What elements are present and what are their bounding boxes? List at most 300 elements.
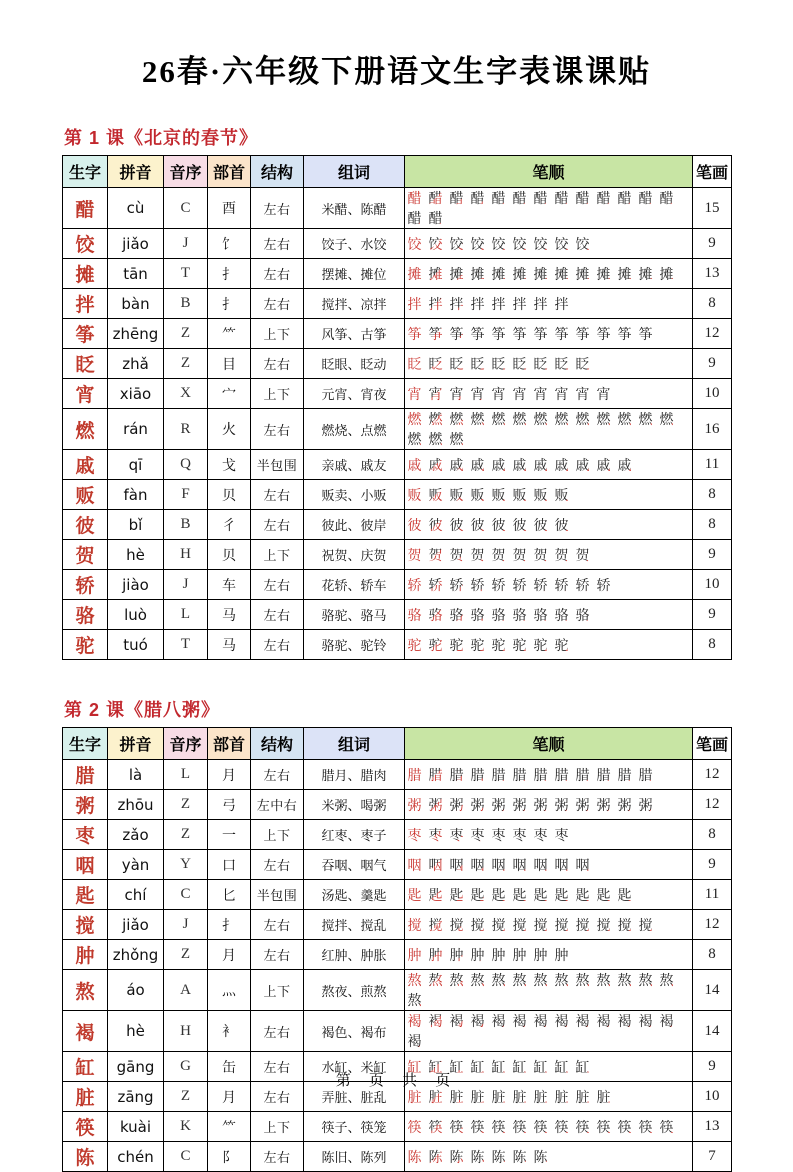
stroke-step-glyph: 匙 (428, 886, 443, 903)
stroke-step-glyph: 腊 (512, 766, 527, 783)
words-cell: 风筝、古筝 (304, 319, 405, 349)
structure-cell: 左右 (251, 850, 304, 880)
structure-cell: 上下 (251, 1112, 304, 1142)
stroke-step-glyph: 贩 (470, 486, 485, 503)
stroke-step-glyph: 肿 (491, 946, 506, 963)
radical-cell: 灬 (208, 970, 251, 1011)
pinyin-cell: xiāo (108, 379, 164, 409)
pinyin-cell: cù (108, 188, 164, 229)
stroke-step-glyph: 驼 (533, 636, 548, 653)
words-cell: 祝贺、庆贺 (304, 540, 405, 570)
stroke-step-glyph: 贺 (470, 546, 485, 563)
stroke-step-glyph: 匙 (596, 886, 611, 903)
column-header-3: 音序 (164, 728, 208, 760)
structure-cell: 左右 (251, 1142, 304, 1172)
stroke-step-glyph: 燃 (575, 411, 590, 427)
stroke-step-glyph: 枣 (407, 826, 422, 843)
stroke-step-glyph: 戚 (407, 456, 422, 473)
stroke-order-cell (405, 319, 693, 349)
stroke-step-glyph: 戚 (491, 456, 506, 473)
stroke-step-glyph: 摊 (659, 265, 674, 282)
radical-cell: 贝 (208, 540, 251, 570)
stroke-step-glyph: 饺 (470, 235, 485, 252)
radical-cell: 火 (208, 409, 251, 450)
words-cell: 饺子、水饺 (304, 229, 405, 259)
stroke-step-glyph: 腊 (575, 766, 590, 783)
stroke-step-glyph: 彼 (491, 516, 506, 533)
stroke-count-cell: 11 (693, 880, 732, 910)
vocab-row (63, 820, 732, 850)
words-cell: 燃烧、点燃 (304, 409, 405, 450)
stroke-step-glyph: 肿 (428, 946, 443, 963)
stroke-step-glyph: 彼 (533, 516, 548, 533)
stroke-step-glyph: 醋 (596, 190, 611, 206)
structure-cell: 半包围 (251, 450, 304, 480)
stroke-step-glyph: 贺 (491, 546, 506, 563)
stroke-step-glyph: 匙 (470, 886, 485, 903)
initial-cell: J (164, 229, 208, 259)
structure-cell: 左右 (251, 1011, 304, 1052)
structure-cell: 左右 (251, 349, 304, 379)
char-cell: 匙 (63, 880, 108, 910)
structure-cell: 左右 (251, 289, 304, 319)
lesson-section (62, 124, 731, 660)
pinyin-cell: rán (108, 409, 164, 450)
initial-cell: T (164, 259, 208, 289)
stroke-step-glyph: 脏 (554, 1088, 569, 1105)
stroke-step-glyph: 搅 (407, 916, 422, 933)
stroke-step-glyph: 贩 (449, 486, 464, 503)
initial-cell: K (164, 1112, 208, 1142)
words-cell: 吞咽、咽气 (304, 850, 405, 880)
vocab-row (63, 349, 732, 379)
stroke-step-glyph: 戚 (449, 456, 464, 473)
stroke-step-glyph: 摊 (638, 265, 653, 282)
pinyin-cell: jiǎo (108, 229, 164, 259)
stroke-step-glyph: 粥 (428, 796, 443, 813)
stroke-step-glyph: 摊 (575, 265, 590, 282)
stroke-step-glyph: 燃 (428, 431, 443, 447)
stroke-step-glyph: 脏 (533, 1088, 548, 1105)
stroke-step-glyph: 戚 (533, 456, 548, 473)
pinyin-cell: tān (108, 259, 164, 289)
stroke-step-glyph: 燃 (596, 411, 611, 427)
stroke-order-sequence (407, 295, 690, 313)
lesson-section (62, 696, 731, 1172)
stroke-order-cell (405, 760, 693, 790)
stroke-step-glyph: 陈 (407, 1148, 422, 1165)
stroke-step-glyph: 戚 (575, 456, 590, 473)
stroke-order-cell (405, 540, 693, 570)
stroke-step-glyph: 骆 (575, 606, 590, 623)
vocab-table (62, 155, 732, 660)
char-cell: 贩 (63, 480, 108, 510)
stroke-step-glyph: 筷 (596, 1118, 611, 1135)
stroke-step-glyph: 燃 (407, 431, 422, 447)
structure-cell: 上下 (251, 379, 304, 409)
column-header-1: 生字 (63, 728, 108, 760)
stroke-step-glyph: 燃 (491, 411, 506, 427)
radical-cell: 弓 (208, 790, 251, 820)
stroke-order-cell (405, 970, 693, 1011)
stroke-step-glyph: 筝 (407, 325, 422, 342)
stroke-step-glyph: 粥 (491, 796, 506, 813)
stroke-step-glyph: 骆 (554, 606, 569, 623)
stroke-step-glyph: 眨 (512, 355, 527, 372)
stroke-step-glyph: 腊 (638, 766, 653, 783)
column-header-6: 组词 (304, 156, 405, 188)
words-cell: 彼此、彼岸 (304, 510, 405, 540)
stroke-step-glyph: 腊 (470, 766, 485, 783)
stroke-step-glyph: 筝 (638, 325, 653, 342)
stroke-order-cell (405, 1112, 693, 1142)
stroke-step-glyph: 枣 (554, 826, 569, 843)
initial-cell: C (164, 188, 208, 229)
stroke-step-glyph: 宵 (470, 385, 485, 402)
stroke-step-glyph: 搅 (491, 916, 506, 933)
vocab-row (63, 409, 732, 450)
stroke-step-glyph: 脏 (428, 1088, 443, 1105)
vocab-row (63, 319, 732, 349)
stroke-step-glyph: 脏 (512, 1088, 527, 1105)
stroke-step-glyph: 宵 (596, 385, 611, 402)
initial-cell: C (164, 880, 208, 910)
stroke-count-cell: 8 (693, 820, 732, 850)
structure-cell: 左右 (251, 570, 304, 600)
stroke-step-glyph: 摊 (596, 265, 611, 282)
structure-cell: 左右 (251, 940, 304, 970)
stroke-step-glyph: 驼 (470, 636, 485, 653)
stroke-count-cell: 12 (693, 760, 732, 790)
stroke-step-glyph: 燃 (638, 411, 653, 427)
stroke-count-cell: 8 (693, 630, 732, 660)
lessons-container (0, 124, 793, 1172)
stroke-step-glyph: 缸 (512, 1058, 527, 1075)
stroke-order-cell (405, 600, 693, 630)
stroke-step-glyph: 轿 (470, 576, 485, 593)
radical-cell: 衤 (208, 1011, 251, 1052)
structure-cell: 上下 (251, 970, 304, 1011)
stroke-order-sequence (407, 796, 690, 814)
stroke-step-glyph: 饺 (449, 235, 464, 252)
stroke-step-glyph: 粥 (596, 796, 611, 813)
stroke-step-glyph: 粥 (533, 796, 548, 813)
words-cell: 红肿、肿胀 (304, 940, 405, 970)
stroke-step-glyph: 脏 (575, 1088, 590, 1105)
radical-cell: 彳 (208, 510, 251, 540)
stroke-step-glyph: 粥 (470, 796, 485, 813)
stroke-step-glyph: 贺 (428, 546, 443, 563)
stroke-order-sequence (407, 189, 690, 227)
stroke-order-cell (405, 790, 693, 820)
stroke-order-sequence (407, 1012, 690, 1050)
stroke-step-glyph: 陈 (428, 1148, 443, 1165)
stroke-count-cell: 14 (693, 970, 732, 1011)
initial-cell: Q (164, 450, 208, 480)
radical-cell: 扌 (208, 289, 251, 319)
vocab-row (63, 970, 732, 1011)
stroke-step-glyph: 燃 (449, 431, 464, 447)
stroke-step-glyph: 摊 (449, 265, 464, 282)
stroke-step-glyph: 摊 (407, 265, 422, 282)
initial-cell: H (164, 540, 208, 570)
initial-cell: J (164, 570, 208, 600)
words-cell: 腊月、腊肉 (304, 760, 405, 790)
stroke-step-glyph: 宵 (554, 385, 569, 402)
stroke-step-glyph: 摊 (470, 265, 485, 282)
pinyin-cell: hè (108, 1011, 164, 1052)
stroke-step-glyph: 戚 (617, 456, 632, 473)
stroke-step-glyph: 醋 (449, 190, 464, 206)
stroke-step-glyph: 戚 (428, 456, 443, 473)
stroke-step-glyph: 搅 (617, 916, 632, 933)
words-cell: 筷子、筷笼 (304, 1112, 405, 1142)
stroke-step-glyph: 肿 (449, 946, 464, 963)
stroke-order-cell (405, 1011, 693, 1052)
stroke-step-glyph: 腊 (407, 766, 422, 783)
stroke-step-glyph: 褐 (596, 1013, 611, 1029)
stroke-step-glyph: 筷 (638, 1118, 653, 1135)
stroke-step-glyph: 醋 (638, 190, 653, 206)
stroke-count-cell: 13 (693, 1112, 732, 1142)
words-cell: 摆摊、摊位 (304, 259, 405, 289)
words-cell: 米醋、陈醋 (304, 188, 405, 229)
stroke-order-sequence (407, 856, 690, 874)
stroke-step-glyph: 搅 (533, 916, 548, 933)
stroke-step-glyph: 粥 (638, 796, 653, 813)
stroke-order-cell (405, 820, 693, 850)
stroke-order-sequence (407, 486, 690, 504)
vocab-row (63, 540, 732, 570)
stroke-step-glyph: 眨 (491, 355, 506, 372)
char-cell: 肿 (63, 940, 108, 970)
stroke-step-glyph: 粥 (575, 796, 590, 813)
stroke-order-sequence (407, 456, 690, 474)
structure-cell: 左右 (251, 409, 304, 450)
initial-cell: H (164, 1011, 208, 1052)
stroke-order-sequence (407, 636, 690, 654)
radical-cell: 缶 (208, 1052, 251, 1082)
radical-cell: 匕 (208, 880, 251, 910)
stroke-step-glyph: 驼 (512, 636, 527, 653)
words-cell: 搅拌、搅乱 (304, 910, 405, 940)
initial-cell: Z (164, 319, 208, 349)
stroke-step-glyph: 彼 (512, 516, 527, 533)
stroke-step-glyph: 筷 (554, 1118, 569, 1135)
stroke-step-glyph: 醋 (428, 190, 443, 206)
radical-cell: 酉 (208, 188, 251, 229)
stroke-step-glyph: 搅 (575, 916, 590, 933)
pinyin-cell: luò (108, 600, 164, 630)
stroke-step-glyph: 缸 (533, 1058, 548, 1075)
stroke-order-sequence (407, 235, 690, 253)
stroke-step-glyph: 腊 (533, 766, 548, 783)
stroke-step-glyph: 搅 (554, 916, 569, 933)
stroke-step-glyph: 眨 (470, 355, 485, 372)
initial-cell: J (164, 910, 208, 940)
stroke-step-glyph: 缸 (575, 1058, 590, 1075)
stroke-count-cell: 14 (693, 1011, 732, 1052)
pinyin-cell: yàn (108, 850, 164, 880)
vocab-row (63, 940, 732, 970)
stroke-step-glyph: 驼 (554, 636, 569, 653)
pinyin-cell: bǐ (108, 510, 164, 540)
stroke-count-cell: 16 (693, 409, 732, 450)
stroke-step-glyph: 筷 (491, 1118, 506, 1135)
stroke-step-glyph: 褐 (491, 1013, 506, 1029)
stroke-order-cell (405, 379, 693, 409)
stroke-order-sequence (407, 971, 690, 1009)
stroke-step-glyph: 贩 (554, 486, 569, 503)
structure-cell: 半包围 (251, 880, 304, 910)
stroke-step-glyph: 贺 (512, 546, 527, 563)
column-header-7: 笔顺 (405, 728, 693, 760)
stroke-step-glyph: 搅 (449, 916, 464, 933)
stroke-order-cell (405, 289, 693, 319)
stroke-step-glyph: 腊 (596, 766, 611, 783)
stroke-order-sequence (407, 886, 690, 904)
lesson-heading: 第 1 课《北京的春节》 (64, 128, 259, 148)
initial-cell: Z (164, 349, 208, 379)
stroke-step-glyph: 骆 (428, 606, 443, 623)
stroke-step-glyph: 腊 (491, 766, 506, 783)
words-cell: 褐色、褐布 (304, 1011, 405, 1052)
stroke-order-cell (405, 880, 693, 910)
pinyin-cell: zhǎ (108, 349, 164, 379)
stroke-step-glyph: 拌 (470, 295, 485, 312)
stroke-step-glyph: 褐 (638, 1013, 653, 1029)
stroke-step-glyph: 咽 (449, 856, 464, 873)
stroke-step-glyph: 枣 (491, 826, 506, 843)
stroke-step-glyph: 匙 (491, 886, 506, 903)
structure-cell: 左右 (251, 188, 304, 229)
pinyin-cell: jiào (108, 570, 164, 600)
words-cell: 米粥、喝粥 (304, 790, 405, 820)
pinyin-cell: áo (108, 970, 164, 1011)
stroke-step-glyph: 筷 (659, 1118, 674, 1135)
stroke-step-glyph: 宵 (491, 385, 506, 402)
stroke-order-sequence (407, 576, 690, 594)
stroke-step-glyph: 骆 (470, 606, 485, 623)
stroke-step-glyph: 褐 (407, 1013, 422, 1029)
structure-cell: 左右 (251, 510, 304, 540)
char-cell: 驼 (63, 630, 108, 660)
stroke-order-sequence (407, 826, 690, 844)
stroke-step-glyph: 筷 (449, 1118, 464, 1135)
stroke-step-glyph: 眨 (575, 355, 590, 372)
char-cell: 戚 (63, 450, 108, 480)
initial-cell: Z (164, 820, 208, 850)
stroke-step-glyph: 褐 (449, 1013, 464, 1029)
words-cell: 亲戚、戚友 (304, 450, 405, 480)
stroke-step-glyph: 熬 (407, 992, 422, 1008)
stroke-step-glyph: 醋 (575, 190, 590, 206)
stroke-step-glyph: 饺 (428, 235, 443, 252)
radical-cell: ⺮ (208, 1112, 251, 1142)
stroke-step-glyph: 轿 (407, 576, 422, 593)
column-header-2: 拼音 (108, 728, 164, 760)
column-header-6: 组词 (304, 728, 405, 760)
header-row (63, 156, 732, 188)
stroke-step-glyph: 匙 (533, 886, 548, 903)
radical-cell: 扌 (208, 259, 251, 289)
radical-cell: 口 (208, 850, 251, 880)
vocab-table (62, 727, 732, 1172)
char-cell: 筷 (63, 1112, 108, 1142)
stroke-step-glyph: 腊 (617, 766, 632, 783)
char-cell: 拌 (63, 289, 108, 319)
stroke-step-glyph: 筝 (575, 325, 590, 342)
stroke-step-glyph: 褐 (407, 1033, 422, 1049)
pinyin-cell: là (108, 760, 164, 790)
vocab-row (63, 600, 732, 630)
initial-cell: L (164, 760, 208, 790)
stroke-step-glyph: 贺 (449, 546, 464, 563)
vocab-row (63, 570, 732, 600)
stroke-step-glyph: 摊 (554, 265, 569, 282)
stroke-order-cell (405, 229, 693, 259)
stroke-step-glyph: 熬 (554, 972, 569, 988)
stroke-step-glyph: 筷 (575, 1118, 590, 1135)
vocab-row (63, 880, 732, 910)
structure-cell: 左右 (251, 910, 304, 940)
words-cell: 红枣、枣子 (304, 820, 405, 850)
stroke-step-glyph: 醋 (617, 190, 632, 206)
stroke-step-glyph: 筝 (533, 325, 548, 342)
stroke-step-glyph: 匙 (407, 886, 422, 903)
stroke-step-glyph: 咽 (428, 856, 443, 873)
stroke-count-cell: 12 (693, 790, 732, 820)
stroke-step-glyph: 宵 (407, 385, 422, 402)
stroke-order-cell (405, 630, 693, 660)
stroke-step-glyph: 咽 (470, 856, 485, 873)
stroke-step-glyph: 饺 (554, 235, 569, 252)
stroke-step-glyph: 拌 (449, 295, 464, 312)
char-cell: 骆 (63, 600, 108, 630)
stroke-step-glyph: 脏 (449, 1088, 464, 1105)
stroke-step-glyph: 搅 (470, 916, 485, 933)
stroke-step-glyph: 缸 (407, 1058, 422, 1075)
pinyin-cell: zāng (108, 1082, 164, 1112)
radical-cell: 宀 (208, 379, 251, 409)
stroke-count-cell: 12 (693, 910, 732, 940)
radical-cell: 饣 (208, 229, 251, 259)
stroke-order-sequence (407, 1118, 690, 1136)
page-title: 26春·六年级下册语文生字表课课贴 (141, 54, 652, 89)
stroke-step-glyph: 彼 (428, 516, 443, 533)
radical-cell: 贝 (208, 480, 251, 510)
stroke-order-sequence (407, 325, 690, 343)
vocab-row (63, 790, 732, 820)
stroke-step-glyph: 腊 (428, 766, 443, 783)
stroke-step-glyph: 肿 (407, 946, 422, 963)
stroke-step-glyph: 褐 (533, 1013, 548, 1029)
stroke-step-glyph: 熬 (533, 972, 548, 988)
stroke-step-glyph: 粥 (617, 796, 632, 813)
stroke-step-glyph: 匙 (617, 886, 632, 903)
vocab-row (63, 480, 732, 510)
stroke-step-glyph: 饺 (491, 235, 506, 252)
vocab-row (63, 450, 732, 480)
stroke-step-glyph: 燃 (512, 411, 527, 427)
stroke-step-glyph: 熬 (428, 972, 443, 988)
stroke-count-cell: 9 (693, 600, 732, 630)
words-cell: 汤匙、羹匙 (304, 880, 405, 910)
stroke-count-cell: 11 (693, 450, 732, 480)
stroke-step-glyph: 肿 (470, 946, 485, 963)
stroke-step-glyph: 拌 (512, 295, 527, 312)
stroke-step-glyph: 燃 (449, 411, 464, 427)
